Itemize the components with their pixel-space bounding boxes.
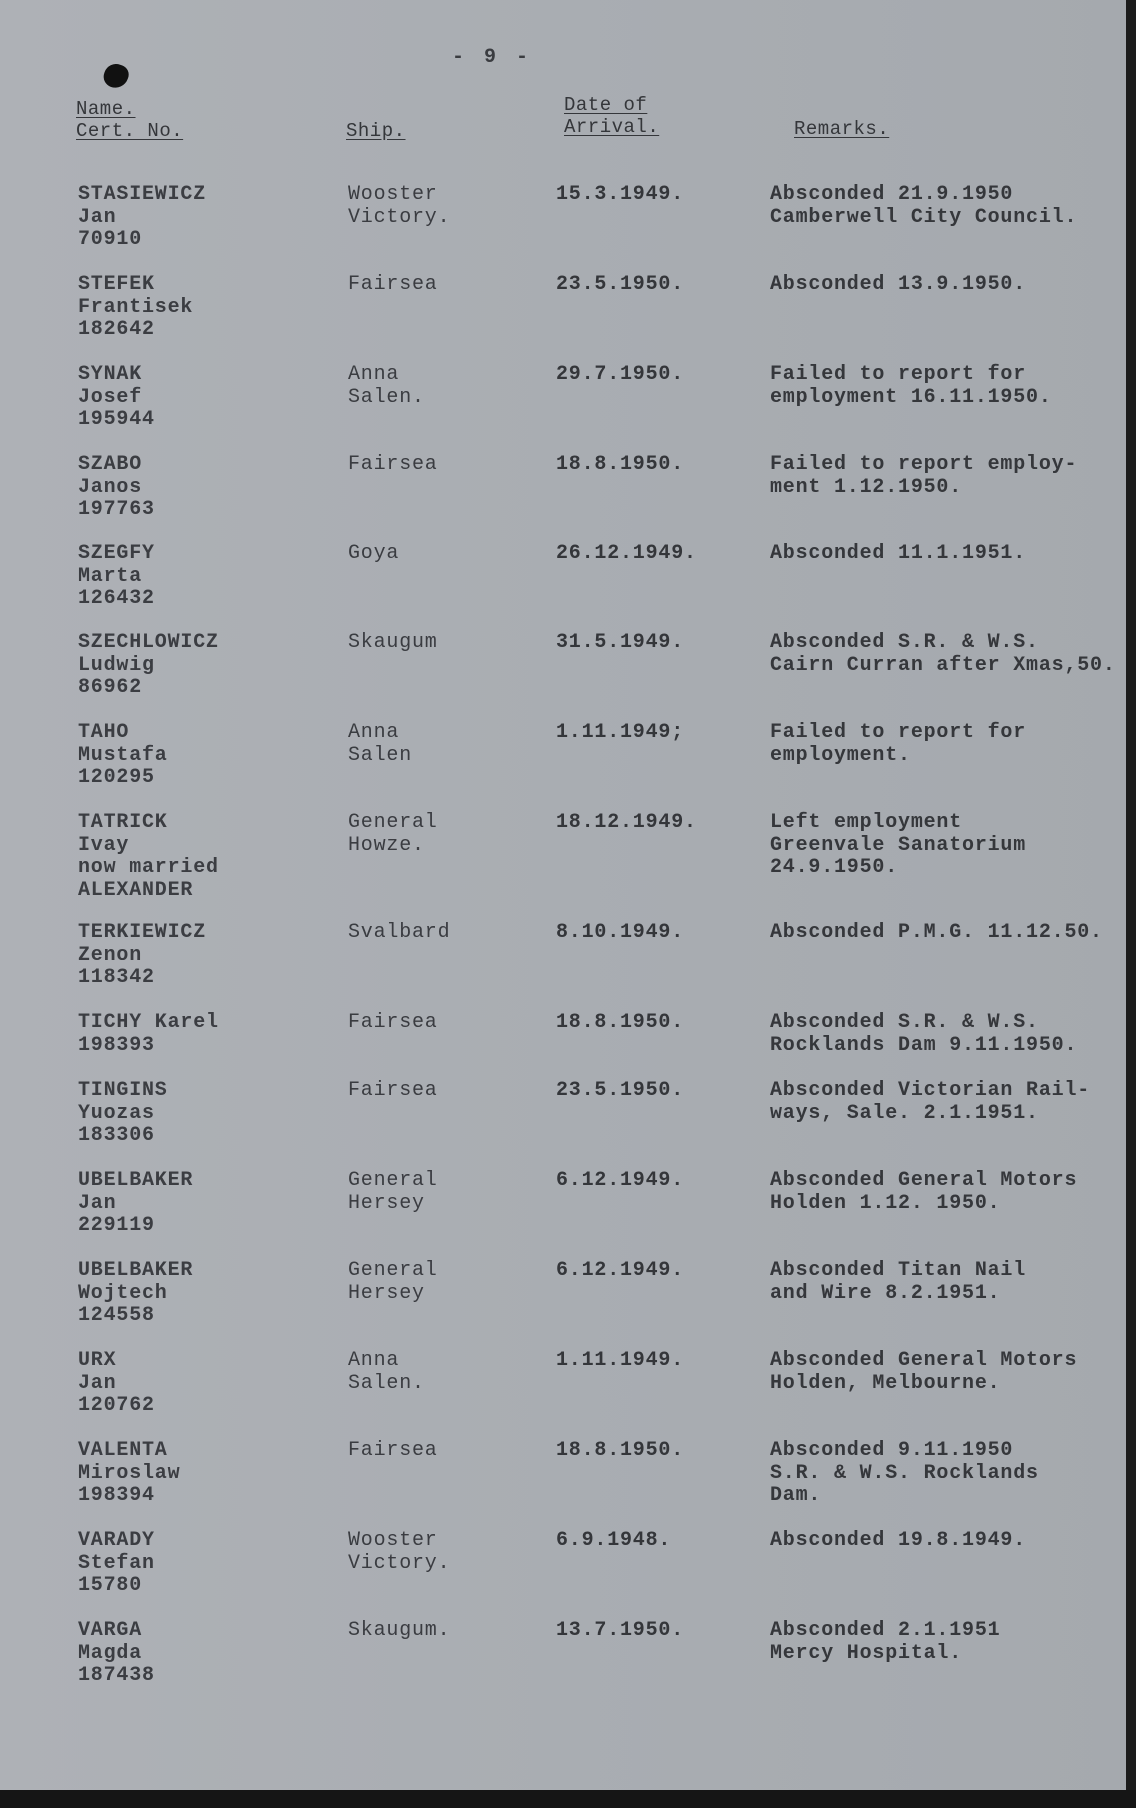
row-name-line: 183306 (78, 1124, 155, 1147)
row-name-line: 86962 (78, 676, 143, 699)
row-date (556, 364, 684, 387)
row-name-line: STASIEWICZ (78, 183, 207, 206)
row-ship-line: Hersey (348, 1191, 425, 1215)
row-name-line: SYNAK (78, 363, 143, 386)
row-remarks (770, 812, 1026, 880)
row-remarks-line: Holden 1.12. 1950. (770, 1191, 1001, 1215)
row-ship-line: Salen (348, 743, 413, 767)
row-name-line: 197763 (78, 498, 155, 521)
row-ship-line: Skaugum (348, 631, 438, 654)
row-name-line: 229119 (78, 1214, 155, 1237)
row-remarks-line: Absconded Titan Nail (770, 1259, 1027, 1282)
row-date-value: 31.5.1949. (556, 631, 685, 654)
row-name-line: SZECHLOWICZ (78, 631, 219, 654)
header-ship-label: Ship. (346, 120, 406, 142)
row-date (556, 1440, 684, 1463)
row-date-value: 23.5.1950. (556, 273, 685, 296)
row-date (556, 632, 684, 655)
row-remarks-line: Dam. (770, 1484, 822, 1507)
header-name (76, 98, 183, 142)
row-remarks (770, 274, 1026, 297)
row-ship-line: Salen. (348, 385, 425, 409)
row-date (556, 1350, 684, 1373)
row-name-line: 120295 (78, 766, 155, 789)
row-date (556, 543, 697, 566)
row-ship (348, 1170, 438, 1215)
header-name-line2: Cert. No. (76, 120, 184, 142)
row-name-line: Jan (78, 1371, 117, 1395)
row-name-line: Magda (78, 1641, 143, 1665)
row-date-value: 1.11.1949. (556, 1349, 685, 1372)
row-remarks (770, 722, 1026, 767)
row-name-line: VARADY (78, 1529, 155, 1552)
row-name-line: Yuozas (78, 1101, 155, 1125)
row-name-line: VARGA (78, 1619, 143, 1642)
row-ship-line: Anna (348, 1349, 400, 1372)
row-name-line: 70910 (78, 228, 143, 251)
row-name-line: Josef (78, 385, 143, 409)
row-name-line: TERKIEWICZ (78, 921, 207, 944)
row-name-line: ALEXANDER (78, 878, 194, 902)
row-date (556, 1620, 684, 1643)
row-name-line: Ivay (78, 833, 130, 857)
row-name-line: Stefan (78, 1551, 155, 1575)
row-date-value: 1.11.1949; (556, 721, 685, 744)
scan-edge-right (1126, 0, 1136, 1808)
row-name-line: TICHY Karel (78, 1011, 219, 1034)
row-remarks-line: Absconded General Motors (770, 1349, 1078, 1372)
row-date-value: 29.7.1950. (556, 363, 685, 386)
header-date-line2: Arrival. (564, 116, 660, 138)
row-remarks-line: Rocklands Dam 9.11.1950. (770, 1033, 1078, 1057)
row-remarks-line: and Wire 8.2.1951. (770, 1281, 1001, 1305)
header-date (564, 94, 659, 138)
row-remarks (770, 1080, 1090, 1125)
row-date (556, 1260, 684, 1283)
row-name-line: 15780 (78, 1574, 143, 1597)
row-remarks-line: Greenvale Sanatorium (770, 833, 1027, 857)
row-name (78, 454, 155, 522)
row-ship (348, 1012, 438, 1035)
row-name-line: TINGINS (78, 1079, 168, 1102)
row-remarks-line: Camberwell City Council. (770, 205, 1078, 229)
row-ship-line: Howze. (348, 833, 425, 857)
row-name-line: 120762 (78, 1394, 155, 1417)
row-remarks-line: Absconded General Motors (770, 1169, 1078, 1192)
row-name-line: UBELBAKER (78, 1259, 194, 1282)
row-name-line: 124558 (78, 1304, 155, 1327)
row-remarks-line: Cairn Curran after Xmas,50. (770, 653, 1116, 677)
row-remarks-line: Absconded 19.8.1949. (770, 1529, 1027, 1552)
row-name (78, 364, 155, 432)
row-remarks-line: Failed to report for (770, 363, 1027, 386)
row-name (78, 543, 155, 611)
row-remarks (770, 1620, 1000, 1665)
row-remarks-line: Absconded S.R. & W.S. (770, 631, 1039, 654)
row-remarks-line: Failed to report for (770, 721, 1027, 744)
row-name-line: STEFEK (78, 273, 155, 296)
row-ship-line: Goya (348, 542, 400, 565)
row-remarks-line: Absconded 21.9.1950 (770, 183, 1014, 206)
row-ship-line: Fairsea (348, 453, 438, 476)
row-date-value: 18.8.1950. (556, 1011, 685, 1034)
row-remarks-line: Absconded P.M.G. 11.12.50. (770, 921, 1103, 944)
row-date-value: 18.8.1950. (556, 453, 685, 476)
row-name-line: 195944 (78, 408, 155, 431)
row-ship-line: Fairsea (348, 1011, 438, 1034)
row-ship (348, 1620, 450, 1643)
row-remarks-line: Left employment (770, 811, 963, 834)
row-ship-line: Fairsea (348, 1439, 438, 1462)
row-date-value: 6.9.1948. (556, 1529, 672, 1552)
row-ship-line: General (348, 1169, 438, 1192)
row-remarks-line: ment 1.12.1950. (770, 475, 963, 499)
row-date-value: 23.5.1950. (556, 1079, 685, 1102)
row-ship (348, 1350, 425, 1395)
row-ship-line: Victory. (348, 205, 451, 229)
row-name-line: 126432 (78, 587, 155, 610)
row-name (78, 1012, 219, 1057)
row-ship-line: Fairsea (348, 1079, 438, 1102)
row-name-line: Jan (78, 205, 117, 229)
row-ship (348, 1440, 438, 1463)
row-remarks-line: Failed to report employ- (770, 453, 1078, 476)
row-remarks-line: Absconded 13.9.1950. (770, 273, 1027, 296)
row-name-line: 118342 (78, 966, 155, 989)
row-remarks (770, 922, 1103, 945)
row-ship-line: Skaugum. (348, 1619, 451, 1642)
row-remarks-line: Absconded 11.1.1951. (770, 542, 1027, 565)
row-name (78, 922, 206, 990)
row-ship-line: Fairsea (348, 273, 438, 296)
row-name-line: TAHO (78, 721, 130, 744)
row-remarks (770, 1170, 1077, 1215)
row-name (78, 184, 206, 252)
row-remarks-line: Absconded Victorian Rail- (770, 1079, 1091, 1102)
row-name (78, 632, 219, 700)
row-remarks (770, 1440, 1039, 1508)
row-remarks-line: Absconded 9.11.1950 (770, 1439, 1014, 1462)
row-name (78, 1620, 155, 1688)
header-ship (346, 120, 406, 142)
row-ship (348, 274, 438, 297)
row-remarks-line: Absconded S.R. & W.S. (770, 1011, 1039, 1034)
page-number: - 9 - (452, 46, 533, 69)
row-name-line: Wojtech (78, 1281, 168, 1305)
row-name (78, 812, 219, 902)
row-name-line: Janos (78, 475, 143, 499)
row-remarks (770, 1012, 1077, 1057)
row-remarks (770, 1530, 1026, 1553)
row-date (556, 184, 684, 207)
row-remarks-line: 24.9.1950. (770, 856, 899, 879)
row-name-line: 187438 (78, 1664, 155, 1687)
row-name-line: 198393 (78, 1033, 155, 1057)
row-name (78, 1080, 168, 1148)
row-name (78, 274, 193, 342)
row-name-line: Ludwig (78, 653, 155, 677)
row-ship (348, 184, 450, 229)
row-remarks-line: ways, Sale. 2.1.1951. (770, 1101, 1039, 1125)
row-ship-line: General (348, 811, 438, 834)
row-remarks-line: employment 16.11.1950. (770, 385, 1052, 409)
row-remarks (770, 543, 1026, 566)
row-date (556, 274, 684, 297)
row-name (78, 1530, 155, 1598)
row-name-line: Jan (78, 1191, 117, 1215)
row-remarks-line: employment. (770, 743, 911, 767)
row-ship (348, 364, 425, 409)
row-name-line: SZEGFY (78, 542, 155, 565)
row-date-value: 26.12.1949. (556, 542, 697, 565)
row-date (556, 1530, 671, 1553)
row-date-value: 18.8.1950. (556, 1439, 685, 1462)
row-date-value: 6.12.1949. (556, 1169, 685, 1192)
row-date (556, 1170, 684, 1193)
row-date-value: 6.12.1949. (556, 1259, 685, 1282)
row-name-line: UBELBAKER (78, 1169, 194, 1192)
row-name (78, 1440, 180, 1508)
row-ship (348, 454, 438, 477)
row-ship-line: Wooster (348, 1529, 438, 1552)
row-date-value: 15.3.1949. (556, 183, 685, 206)
row-name-line: URX (78, 1349, 117, 1372)
row-name (78, 722, 168, 790)
row-date-value: 18.12.1949. (556, 811, 697, 834)
row-name-line: 198394 (78, 1484, 155, 1507)
header-remarks (794, 118, 889, 140)
header-remarks-label: Remarks. (794, 118, 890, 140)
row-remarks (770, 454, 1077, 499)
row-ship-line: Hersey (348, 1281, 425, 1305)
row-name-line: Miroslaw (78, 1461, 181, 1485)
row-remarks-line: Absconded 2.1.1951 (770, 1619, 1001, 1642)
row-name-line: VALENTA (78, 1439, 168, 1462)
row-name (78, 1170, 193, 1238)
row-remarks (770, 184, 1077, 229)
row-name (78, 1350, 155, 1418)
row-ship (348, 922, 450, 945)
row-ship-line: Svalbard (348, 921, 451, 944)
row-name-line: SZABO (78, 453, 143, 476)
header-date-line1: Date of (564, 94, 648, 116)
row-ship-line: Anna (348, 721, 400, 744)
row-ship (348, 722, 412, 767)
row-name-line: TATRICK (78, 811, 168, 834)
row-ship (348, 1530, 450, 1575)
header-name-line1: Name. (76, 98, 136, 120)
row-remarks (770, 1350, 1077, 1395)
row-date (556, 1012, 684, 1035)
row-date (556, 1080, 684, 1103)
row-name-line: 182642 (78, 318, 155, 341)
row-remarks-line: Mercy Hospital. (770, 1641, 963, 1665)
row-ship (348, 543, 399, 566)
row-date-value: 13.7.1950. (556, 1619, 685, 1642)
row-date (556, 812, 697, 835)
scan-edge-bottom (0, 1790, 1136, 1808)
row-remarks-line: S.R. & W.S. Rocklands (770, 1461, 1039, 1485)
row-remarks (770, 632, 1116, 677)
row-ship (348, 812, 438, 857)
row-remarks (770, 364, 1052, 409)
row-ship-line: Salen. (348, 1371, 425, 1395)
row-date-value: 8.10.1949. (556, 921, 685, 944)
row-ship-line: Wooster (348, 183, 438, 206)
row-date (556, 922, 684, 945)
row-ship-line: General (348, 1259, 438, 1282)
row-ship (348, 1080, 438, 1103)
row-name (78, 1260, 193, 1328)
row-ship-line: Anna (348, 363, 400, 386)
row-ship-line: Victory. (348, 1551, 451, 1575)
row-name-line: Frantisek (78, 295, 194, 319)
row-ship (348, 1260, 438, 1305)
row-name-line: Marta (78, 564, 143, 588)
row-name-line: Zenon (78, 943, 143, 967)
row-name-line: Mustafa (78, 743, 168, 767)
punch-hole (101, 61, 132, 92)
row-date (556, 454, 684, 477)
row-ship (348, 632, 438, 655)
row-name-line: now married (78, 856, 219, 879)
row-date (556, 722, 684, 745)
row-remarks-line: Holden, Melbourne. (770, 1371, 1001, 1395)
row-remarks (770, 1260, 1026, 1305)
